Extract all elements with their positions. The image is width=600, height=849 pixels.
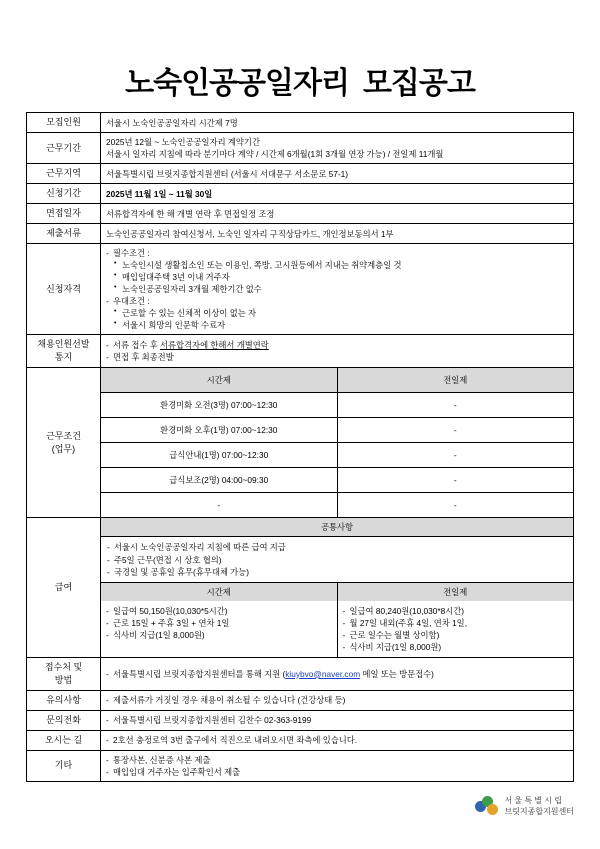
title-part1: 노숙인공공일자리 bbox=[125, 67, 349, 100]
row-label-work-condition bbox=[27, 368, 101, 518]
list-item: • 매입임대주택 3년 이내 거주자 bbox=[114, 271, 568, 283]
work-condition-cell: - bbox=[101, 493, 337, 518]
list-item: - 서류 접수 후 서류합격자에 한해서 개별연락 bbox=[106, 339, 568, 351]
work-condition-cell: - bbox=[337, 443, 573, 468]
table-row bbox=[27, 657, 574, 690]
work-condition-cell: - bbox=[337, 493, 573, 518]
list-item: - 서울특별시립 브릿지종합지원센터 김찬수 02-363-9199 bbox=[106, 714, 568, 726]
list-item: - 근로 15일 + 주휴 3일 + 연차 1일 bbox=[106, 617, 332, 629]
footer-logo-text bbox=[504, 796, 574, 818]
row-label-work-area: 근무지역 bbox=[27, 164, 101, 184]
work-condition-cell: 급식안내(1명) 07:00~12:30 bbox=[101, 443, 337, 468]
work-condition-cell: 환경미화 오후(1명) 07:00~12:30 bbox=[101, 418, 337, 443]
footer-logo bbox=[26, 782, 574, 818]
table-row bbox=[27, 113, 574, 133]
work-condition-table bbox=[101, 368, 573, 517]
list-item: - 일급여 80,240원(10,030*8시간) bbox=[343, 605, 569, 617]
table-row bbox=[27, 750, 574, 781]
work-condition-cell: 환경미화 오전(3명) 07:00~12:30 bbox=[101, 393, 337, 418]
list-item: - 제출서류가 거짓일 경우 채용이 취소될 수 있습니다 (건강상태 등) bbox=[106, 694, 568, 706]
row-value-work-area: 서울특별시립 브릿지종합지원센터 (서울시 서대문구 서소문로 57-1) bbox=[101, 164, 574, 184]
list-item: - 식사비 지급(1일 8,000원) bbox=[106, 629, 332, 641]
row-label-apply-period: 신청기간 bbox=[27, 184, 101, 204]
table-row bbox=[27, 164, 574, 184]
work-condition-cell: - bbox=[337, 393, 573, 418]
work-period-line2: 서울시 일자리 지침에 따라 분기마다 계약 / 시간제 6개월(1회 3개월 연장 가능) / 전일제 11개월 bbox=[106, 149, 444, 160]
notice-underline-text: 서류합격자에 한해서 개별연락 bbox=[160, 340, 269, 351]
bridge-center-logo-icon bbox=[475, 796, 497, 818]
row-label-notice bbox=[27, 335, 101, 368]
table-row bbox=[27, 730, 574, 750]
row-value-etc bbox=[101, 750, 574, 781]
row-value-notice bbox=[101, 335, 574, 368]
table-row bbox=[27, 368, 574, 518]
row-value-caution bbox=[101, 690, 574, 710]
pay-common-title: 공통사항 bbox=[101, 518, 573, 537]
row-label-recruit-count: 모집인원 bbox=[27, 113, 101, 133]
work-condition-cell: - bbox=[337, 418, 573, 443]
work-condition-label-line2: (업무) bbox=[51, 443, 76, 454]
list-item: - 주5일 근무(면접 시 상호 협의) bbox=[107, 554, 567, 566]
row-label-pay: 급여 bbox=[27, 518, 101, 657]
list-item: - 서울시 노숙인공공일자리 지침에 따른 급여 지급 bbox=[107, 541, 567, 553]
table-row bbox=[101, 493, 573, 518]
row-value-pay bbox=[101, 518, 574, 657]
work-period-line1: 2025년 12월 ~ 노숙인공공일자리 계약기간 bbox=[106, 137, 260, 148]
list-item-cont: - 근로 일수는 월별 상이함) bbox=[343, 629, 569, 641]
table-row bbox=[101, 443, 573, 468]
list-item: • 노숙인시설 생활칩소인 또는 이용인, 쪽방, 고시원등에서 지내는 취약계층일 것 bbox=[114, 259, 568, 271]
row-label-caution: 유의사항 bbox=[27, 690, 101, 710]
work-condition-cell: - bbox=[337, 468, 573, 493]
row-value-phone bbox=[101, 710, 574, 730]
table-row bbox=[101, 418, 573, 443]
notice-label-line1: 채용인원선발 bbox=[37, 339, 90, 350]
list-item: - 국경일 및 공휴일 휴무(휴무대체 가능) bbox=[107, 566, 567, 578]
table-row bbox=[27, 244, 574, 335]
pay-header-fulltime: 전일제 bbox=[443, 586, 468, 597]
list-item: • 서울시 희망의 인문학 수료자 bbox=[114, 319, 568, 331]
table-row bbox=[27, 224, 574, 244]
pay-common-items bbox=[101, 537, 573, 581]
list-item bbox=[106, 668, 568, 680]
apply-method-label-line2: 방법 bbox=[54, 674, 73, 685]
row-value-documents: 노숙인공공일자리 참여신청서, 노숙인 일자리 구직상담카드, 개인정보동의서 1부 bbox=[101, 224, 574, 244]
row-value-work-condition bbox=[101, 368, 574, 518]
table-row bbox=[27, 204, 574, 224]
pay-header-row bbox=[101, 582, 573, 601]
work-condition-cell: 급식보조(2명) 04:00~09:30 bbox=[101, 468, 337, 493]
notice-label-line2: 통지 bbox=[54, 352, 73, 363]
work-condition-header-parttime: 시간제 bbox=[101, 368, 337, 393]
row-label-apply-method bbox=[27, 657, 101, 690]
row-value-work-period bbox=[101, 133, 574, 164]
list-item: - 식사비 지급(1일 8,000원) bbox=[343, 641, 569, 653]
work-condition-label-line1: 근무조건 bbox=[46, 430, 81, 441]
pay-header-parttime: 시간제 bbox=[101, 583, 338, 601]
list-item: • 근로할 수 있는 신체적 이상이 없는 자 bbox=[114, 307, 568, 319]
work-condition-header-fulltime: 전일제 bbox=[337, 368, 573, 393]
page-title bbox=[26, 0, 574, 112]
table-row bbox=[27, 710, 574, 730]
apply-method-prefix: 서울특별시립 브릿지종합지원센터를 통해 지원 ( bbox=[113, 668, 286, 679]
list-item: - 통장사본, 신분증 사본 제출 bbox=[106, 754, 568, 766]
row-label-qualification: 신청자격 bbox=[27, 244, 101, 335]
application-email-link[interactable]: kiuybvo@naver.com bbox=[285, 668, 361, 679]
list-item: - 일급여 50,150원(10,030*5시간) bbox=[106, 605, 332, 617]
footer-logo-line1: 서 울 특 별 시 립 bbox=[504, 796, 562, 806]
table-header-row bbox=[101, 368, 573, 393]
table-row bbox=[27, 184, 574, 204]
apply-method-label-line1: 접수처 및 bbox=[44, 661, 83, 672]
list-item: - 면접 후 최종전발 bbox=[106, 351, 568, 363]
list-item: - 월 27일 내외(주휴 4일, 연차 1일, bbox=[343, 617, 569, 629]
list-item: - 2호선 충정로역 3번 출구에서 직진으로 내려오시면 좌측에 있습니다. bbox=[106, 734, 568, 746]
row-label-phone: 문의전화 bbox=[27, 710, 101, 730]
row-value-qualification bbox=[101, 244, 574, 335]
row-value-recruit-count: 서울시 노숙인공공일자리 시간제 7명 bbox=[101, 113, 574, 133]
row-value-apply-method bbox=[101, 657, 574, 690]
list-item: - 매입임대 거주자는 입주확인서 제출 bbox=[106, 766, 568, 778]
row-value-apply-period: 2025년 11월 1일 ~ 11월 30일 bbox=[101, 184, 574, 204]
qualification-preferred-head: - 우대조건 : bbox=[106, 295, 568, 307]
table-row bbox=[27, 335, 574, 368]
row-label-interview-date: 면접일자 bbox=[27, 204, 101, 224]
pay-parttime-list bbox=[101, 601, 338, 657]
pay-detail-row bbox=[101, 601, 573, 657]
pay-fulltime-list bbox=[338, 601, 574, 657]
table-row bbox=[101, 393, 573, 418]
footer-logo-line2: 브릿지종합지원센터 bbox=[504, 806, 574, 816]
notice-table bbox=[26, 112, 574, 782]
table-row bbox=[27, 133, 574, 164]
apply-method-suffix: 메일 또는 방문접수) bbox=[360, 668, 434, 679]
row-label-work-period: 근무기간 bbox=[27, 133, 101, 164]
qualification-required-head: - 필수조건 : bbox=[106, 247, 568, 259]
row-label-documents: 제출서류 bbox=[27, 224, 101, 244]
table-row bbox=[27, 690, 574, 710]
title-part2: 모집공고 bbox=[362, 67, 475, 100]
table-row bbox=[27, 518, 574, 657]
row-label-etc: 기타 bbox=[27, 750, 101, 781]
row-value-interview-date: 서류합격자에 한 해 개별 연락 후 면접일정 조정 bbox=[101, 204, 574, 224]
table-row bbox=[101, 468, 573, 493]
row-value-directions bbox=[101, 730, 574, 750]
list-item: • 노숙인공공일자리 3개월 제한기간 없수 bbox=[114, 283, 568, 295]
row-label-directions: 오시는 길 bbox=[27, 730, 101, 750]
